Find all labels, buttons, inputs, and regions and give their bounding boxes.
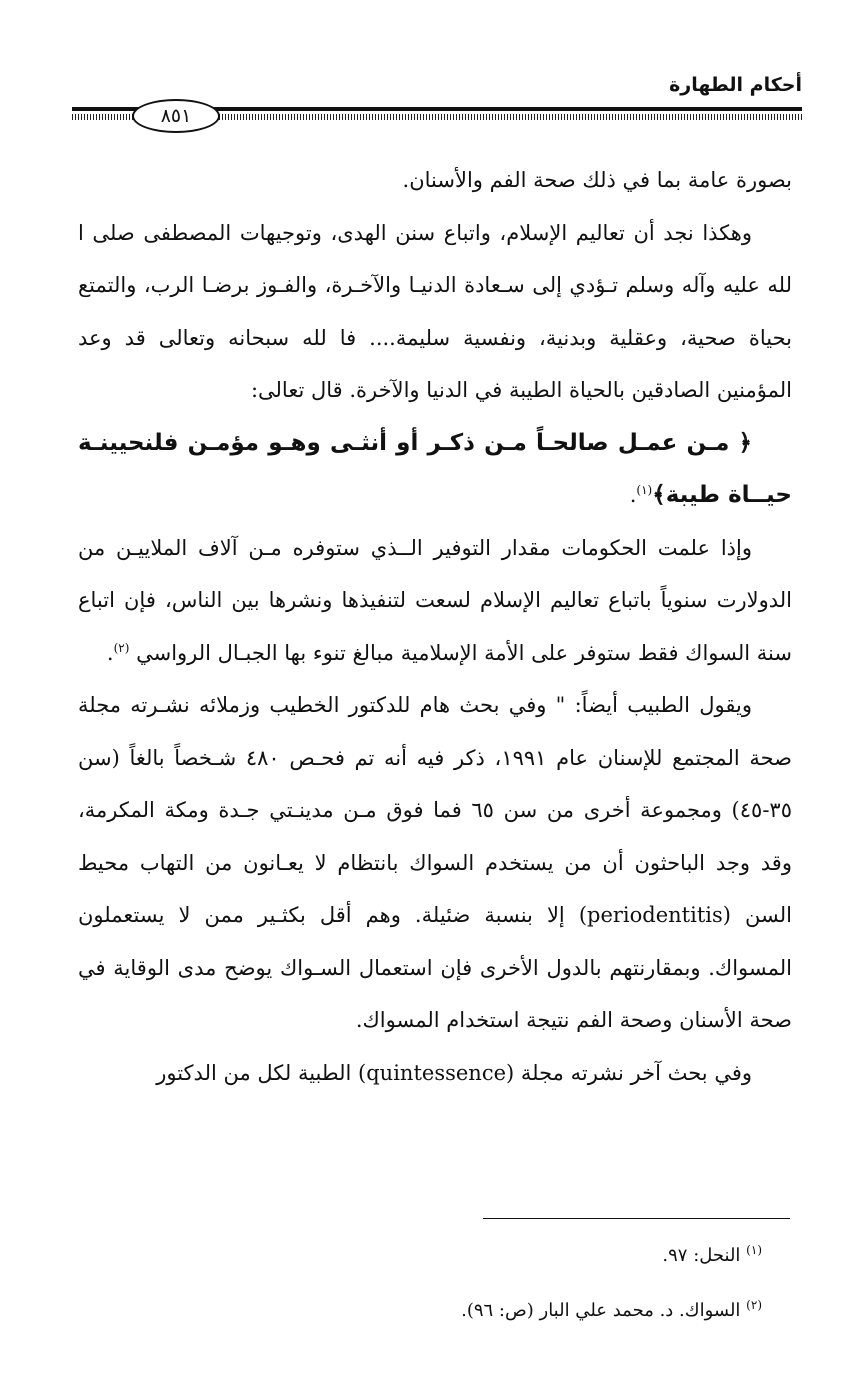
paragraph-6 bbox=[78, 1047, 792, 1100]
paragraph-1-text: بصورة عامة بما في ذلك صحة الفم والأسنان. bbox=[402, 168, 792, 192]
paragraph-5-text-b: إلا بنسبة ضئيلة. وهم أقل بكثـير ممن لا يستعملون المسواك. وبمقارنتهم بالدول الأخرى فإن استعمال السـواك يوضح مدى الوقاية في صحة الأسنان وصحة الفم نتيجة استخدام المسواك. bbox=[78, 903, 792, 1032]
paragraph-4-text: وإذا علمت الحكومات مقدار التوفير الــذي ستوفره مـن آلاف الملاييـن من الدولارت سنوياً باتباع تعاليم الإسلام لسعت لتنفيذها ونشرها بين الناس، فإن اتباع سنة السواك فقط ستوفر على الأمة الإسلامية مبالغ تنوء بها الجبـال الرواسي bbox=[78, 535, 792, 665]
footnotes bbox=[120, 1228, 792, 1338]
footnote-2-text: السواك. د. محمد علي البار (ص: ٩٦). bbox=[461, 1300, 741, 1321]
running-title: أحكام الطهارة bbox=[669, 74, 802, 96]
paragraph-6-text-b: الطبية لكل من الدكتور bbox=[156, 1060, 352, 1085]
paragraph-4 bbox=[78, 522, 792, 680]
footnote-ref-2: (٢) bbox=[113, 640, 130, 655]
paragraph-3-verse bbox=[78, 417, 792, 522]
footnote-separator bbox=[483, 1218, 790, 1219]
footnote-1-mark: (١) bbox=[746, 1243, 762, 1257]
paragraph-5 bbox=[78, 679, 792, 1047]
paragraph-4-period: . bbox=[106, 640, 114, 665]
paragraph-2-text: وهكذا نجد أن تعاليم الإسلام، واتباع سنن الهدى، وتوجيهات المصطفى صلى ا لله عليه وآله وسلم تـؤدي إلى سـعادة الدنيـا والآخـرة، والفـوز برضـا الرب، والتمتع بحياة صحية، وعقلية وبدنية، ونفسية سليمة.... فا لله سبحانه وتعالى قد وعد المؤمنين الصادقين بالحياة الطيبة في الدنيا والآخرة. قال تعالى: bbox=[78, 220, 792, 402]
main-text bbox=[78, 154, 792, 1099]
quran-verse: ﴿ مـن عمـل صالحـاً مـن ذكـر أو أنثـى وهـو مؤمـن فلنحيينـة حيــاة طيبة﴾ bbox=[78, 429, 792, 508]
paragraph-2 bbox=[78, 207, 792, 417]
paragraph-1 bbox=[78, 154, 792, 207]
footnote-1 bbox=[120, 1228, 792, 1283]
paragraph-5-text-a: ويقول الطبيب أيضاً: " وفي بحث هام للدكتور الخطيب وزملائه نشـرته مجلة صحة المجتمع للإسنان عام ١٩٩١، ذكر فيه أنه تم فحـص ٤٨٠ شـخصاً بالغاً (سن ٣٥-٤٥) ومجموعة أخرى من سن ٦٥ فما فوق مـن مدينـتي جـدة ومكة المكرمة، وقد وجد الباحثون أن من يستخدم السواك بانتظام لا يعـانون من التهاب محيط السن bbox=[78, 693, 792, 927]
footnote-2 bbox=[120, 1283, 792, 1338]
verse-period: . bbox=[629, 483, 637, 507]
page-number: ٨٥١ bbox=[132, 99, 220, 133]
footnote-2-mark: (٢) bbox=[746, 1298, 762, 1312]
term-quintessence: (quintessence) bbox=[358, 1060, 515, 1085]
term-periodentitis: (periodentitis) bbox=[578, 903, 731, 927]
footnote-1-text: النحل: ٩٧. bbox=[662, 1245, 741, 1266]
paragraph-6-text-a: وفي بحث آخر نشرته مجلة bbox=[520, 1060, 752, 1085]
footnote-ref-1: (١) bbox=[636, 483, 653, 497]
